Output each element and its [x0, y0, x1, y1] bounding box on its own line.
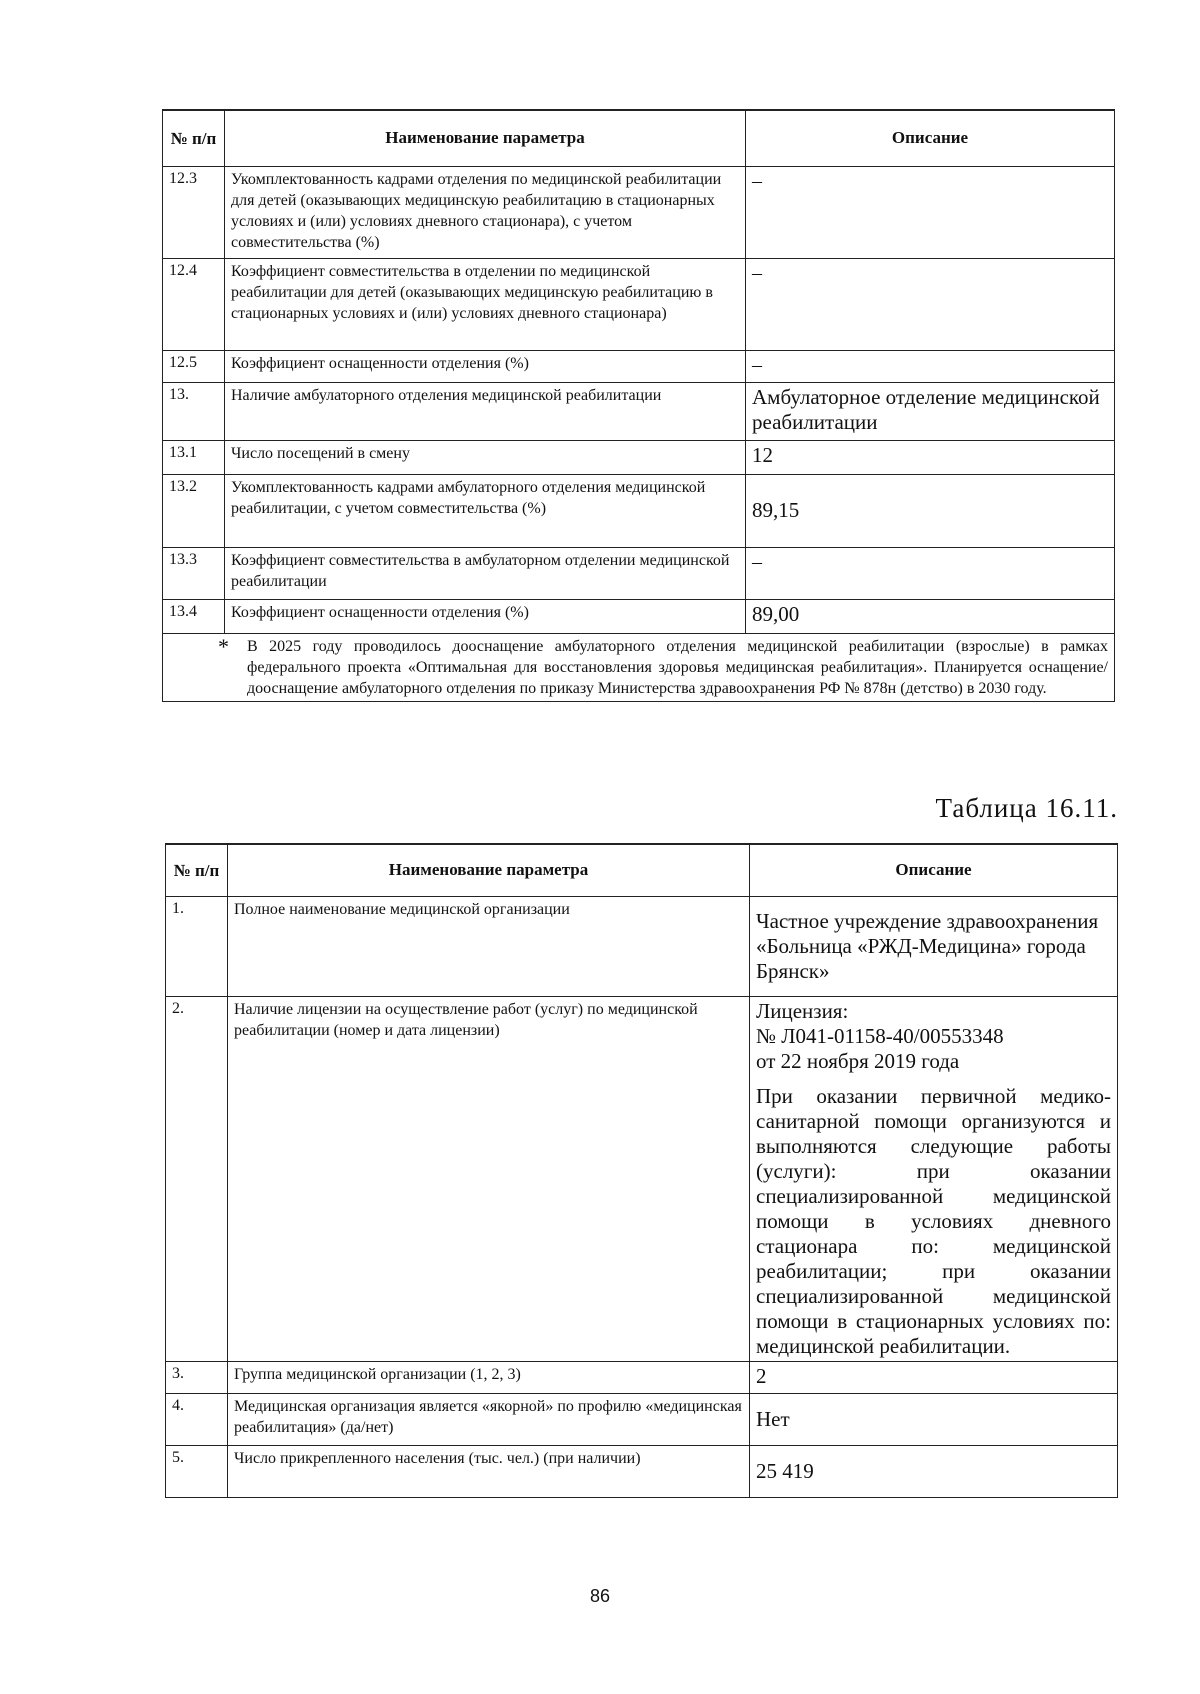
- row-num: 13.2: [163, 474, 225, 547]
- rehab-parameters-table-continued: [162, 109, 1115, 702]
- table-row: [166, 1445, 1118, 1497]
- table-row: [163, 599, 1115, 633]
- row-desc: 2: [750, 1361, 1118, 1393]
- row-desc: Частное учреждение здравоохранения «Больница «РЖД-Медицина» города Брянск»: [750, 896, 1118, 996]
- row-desc: Амбулаторное отделение медицинской реабилитации: [746, 382, 1115, 440]
- row-num: 4.: [166, 1393, 228, 1445]
- table-row: [166, 896, 1118, 996]
- row-name: Коэффициент совместительства в отделении по медицинской реабилитации для детей (оказывающих медицинскую реабилитацию в стационарных условиях и (или) условиях дневного стационара): [225, 258, 746, 350]
- header-num: № п/п: [163, 110, 225, 166]
- row-num: 12.4: [163, 258, 225, 350]
- row-num: 13.3: [163, 547, 225, 599]
- row-num: 12.3: [163, 166, 225, 258]
- header-desc: Описание: [746, 110, 1115, 166]
- footnote-mark: *: [218, 633, 229, 659]
- row-desc: 89,00: [746, 599, 1115, 633]
- row-name: Коэффициент совместительства в амбулаторном отделении медицинской реабилитации: [225, 547, 746, 599]
- row-name: Группа медицинской организации (1, 2, 3): [228, 1361, 750, 1393]
- table-row: [163, 350, 1115, 382]
- table-row: [166, 1393, 1118, 1445]
- table-row: [166, 996, 1118, 1361]
- row-name: Коэффициент оснащенности отделения (%): [225, 599, 746, 633]
- row-num: 3.: [166, 1361, 228, 1393]
- header-num: № п/п: [166, 844, 228, 896]
- medical-organization-table: [165, 843, 1118, 1498]
- row-desc: 89,15: [746, 474, 1115, 547]
- license-scope: При оказании первичной медико-санитарной помощи организуются и выполняются следующие работы (услуги): при оказании специализированной медицинской помощи в условиях дневного стационара по: медицинской реабилитации; при оказании специализированной медицинской помощи в стационарных условиях по: медицинской реабилитации.: [756, 1083, 1111, 1358]
- page-number: 86: [589, 1586, 611, 1606]
- header-name: Наименование параметра: [228, 844, 750, 896]
- table-row: [163, 440, 1115, 474]
- row-name: Коэффициент оснащенности отделения (%): [225, 350, 746, 382]
- row-name: Наличие лицензии на осуществление работ (услуг) по медицинской реабилитации (номер и дата лицензии): [228, 996, 750, 1361]
- footnote-cell: [163, 633, 1115, 701]
- table-caption: Таблица 16.11.: [935, 793, 1118, 823]
- row-num: 13.4: [163, 599, 225, 633]
- table-row: [163, 166, 1115, 258]
- license-label: Лицензия:: [756, 998, 849, 1023]
- row-num: 1.: [166, 896, 228, 996]
- footnote-row: [163, 633, 1115, 701]
- row-desc: –: [746, 547, 1115, 599]
- row-desc: –: [746, 258, 1115, 350]
- row-name: Укомплектованность кадрами отделения по медицинской реабилитации для детей (оказывающих медицинскую реабилитацию в стационарных условиях и (или) условиях дневного стационара), с учетом совместительства (%): [225, 166, 746, 258]
- row-num: 13.: [163, 382, 225, 440]
- table-header-row: [166, 844, 1118, 896]
- row-name: Наличие амбулаторного отделения медицинской реабилитации: [225, 382, 746, 440]
- license-number: № Л041-01158-40/00553348: [756, 1023, 1004, 1048]
- table-row: [163, 474, 1115, 547]
- row-desc: Нет: [750, 1393, 1118, 1445]
- row-name: Укомплектованность кадрами амбулаторного отделения медицинской реабилитации, с учетом совместительства (%): [225, 474, 746, 547]
- row-desc: 25 419: [750, 1445, 1118, 1497]
- table-header-row: [163, 110, 1115, 166]
- table-row: [163, 258, 1115, 350]
- row-desc: –: [746, 166, 1115, 258]
- table-row: [163, 547, 1115, 599]
- row-name: Число посещений в смену: [225, 440, 746, 474]
- row-num: 13.1: [163, 440, 225, 474]
- row-num: 12.5: [163, 350, 225, 382]
- header-desc: Описание: [750, 844, 1118, 896]
- row-name: Медицинская организация является «якорной» по профилю «медицинская реабилитация» (да/нет): [228, 1393, 750, 1445]
- row-desc: –: [746, 350, 1115, 382]
- row-num: 5.: [166, 1445, 228, 1497]
- row-num: 2.: [166, 996, 228, 1361]
- table-row: [163, 382, 1115, 440]
- footnote-text: В 2025 году проводилось дооснащение амбулаторного отделения медицинской реабилитации (взрослые) в рамках федерального проекта «Оптимальная для восстановления здоровья медицинская реабилитация». Планируется оснащение/дооснащение амбулаторного отделения по приказу Министерства здравоохранения РФ № 878н (детство) в 2030 году.: [247, 637, 1108, 697]
- license-description: [750, 996, 1118, 1361]
- license-date: от 22 ноября 2019 года: [756, 1048, 960, 1073]
- row-name: Полное наименование медицинской организации: [228, 896, 750, 996]
- table-row: [166, 1361, 1118, 1393]
- header-name: Наименование параметра: [225, 110, 746, 166]
- row-name: Число прикрепленного населения (тыс. чел.) (при наличии): [228, 1445, 750, 1497]
- row-desc: 12: [746, 440, 1115, 474]
